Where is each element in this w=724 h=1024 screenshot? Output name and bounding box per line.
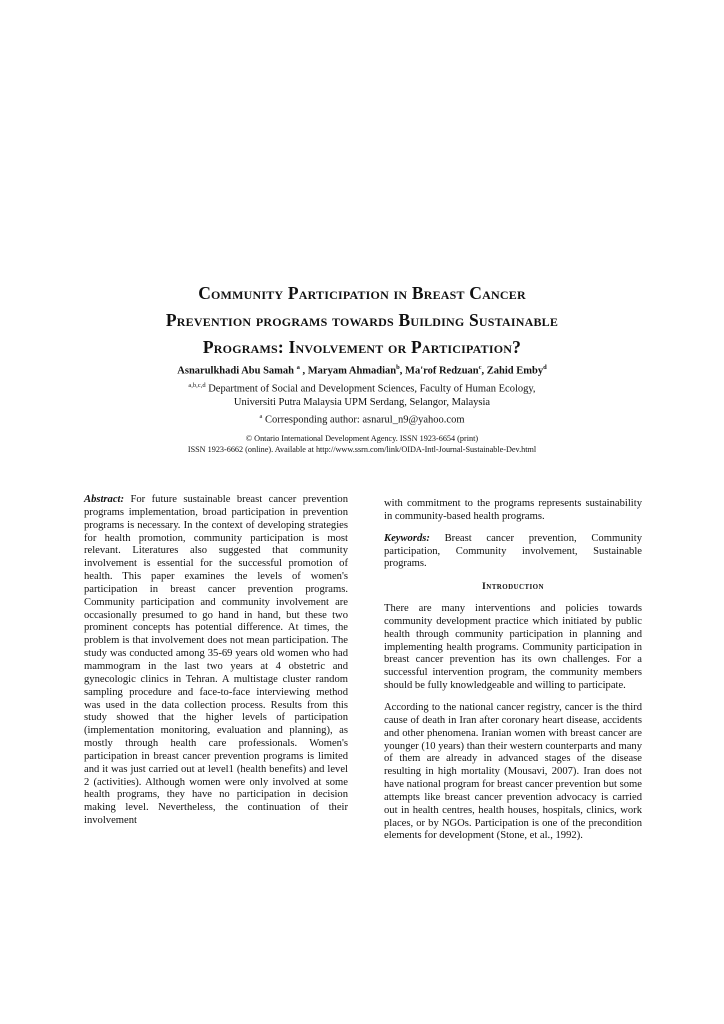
intro-paragraph-1: There are many interventions and policies towards community development practice which initiated by public health through community participation in planning and implementing health programs. Community participation in breast cancer prevention has its own challenges. For a successful intervention program, the community members should be fully knowledgeable and willing to participate.	[384, 603, 642, 692]
title-line-3: Programs: Involvement or Participation?	[202, 337, 522, 357]
author-sup: c	[478, 364, 482, 371]
copyright-notice	[60, 433, 664, 455]
author-sup: a	[296, 364, 300, 371]
copyright-line-2: ISSN 1923-6662 (online). Available at http://www.ssrn.com/link/OIDA-Intl-Journal-Sustainable-Dev.html	[187, 445, 537, 454]
keywords-label: Keywords:	[384, 532, 430, 544]
keywords-paragraph	[384, 533, 642, 572]
author-name: Ma'rof Redzuan	[405, 365, 479, 377]
affiliation-text-1: Department of Social and Development Sciences, Faculty of Human Ecology,	[208, 383, 536, 395]
author-list: Asnarulkhadi Abu Samah $^a$ , Maryam Ahmadian$^b$, Ma'rof Redzuan$^c$, Zahid Emby$^d$	[177, 364, 547, 377]
abstract-text: For future sustainable breast cancer prevention programs implementation, broad participation in prevention programs is necessary. In the context of developing strategies for health promotion, community participation is most relevant. Literatures also suggested that community involvement is essential for the successful promotion of health. This paper examines the levels of women's participation in breast cancer prevention programs. Community participation and community involvement are occasionally presumed to go hand in hand, but these two prominent concepts has potential difference. At times, the problem is that involvement does not mean participation. The study was conducted among 35-69 years old women who had mammogram in the last two years at 4 obstetric and gynecologic clinics in Tehran. A multistage cluster random sampling procedure and face-to-face interviewing method was used in the data collection process. Results from this study showed that the higher levels of participation (implementation monitoring, evaluation and planning), as mostly through health care professionals. Women's participation in breast cancer prevention programs is limited and it was just carried out at level1 (health benefits) and level 2 (activities). Although women were only involved at some health programs, they have no participation in decision making level. Nevertheless, the continuation of their involvement	[84, 494, 348, 827]
affiliation	[60, 379, 664, 427]
section-heading-introduction: Introduction	[482, 581, 544, 593]
copyright-line-1: © Ontario International Development Agency. ISSN 1923-6654 (print)	[245, 434, 479, 443]
author-sup: b	[396, 364, 400, 371]
abstract-label: Abstract:	[84, 494, 125, 505]
intro-paragraph-2: According to the national cancer registry, cancer is the third cause of death in Iran after coronary heart disease, accidents and other phenomena. Iranian women with breast cancer are younger (10 years) than their western counterparts and many of them are already in advanced stages of the disease resulting in high mortality (Mousavi, 2007). Iran does not have national program for breast cancer prevention but some attempts like breast cancer prevention advocacy is carried out in health centres, health houses, hospitals, clinics, work places, or by NGOs. Participation is one of the precondition elements for development (Stone, et al., 1992).	[384, 701, 642, 842]
title-line-1: Community Participation in Breast Cancer	[198, 283, 526, 303]
left-column	[84, 494, 348, 837]
affiliation-sup: a,b,c,d	[188, 382, 206, 389]
abstract-continuation: with commitment to the programs represents sustainability in community-based health programs.	[384, 498, 642, 522]
author-sup: d	[543, 364, 547, 371]
affiliation-line-2: Universiti Putra Malaysia UPM Serdang, Selangor, Malaysia	[233, 397, 491, 408]
corresponding-sup: a	[259, 412, 263, 420]
abstract-paragraph	[84, 494, 348, 828]
paper-title	[60, 280, 664, 361]
author-name: Maryam Ahmadian	[307, 365, 397, 377]
author-name: Asnarulkhadi Abu Samah	[177, 365, 295, 377]
affiliation-line-1	[60, 379, 664, 396]
author-name: Zahid Emby	[486, 365, 544, 377]
keywords-text: Breast cancer prevention, Community participation, Community involvement, Sustainable programs.	[384, 532, 642, 570]
corresponding-author	[60, 410, 664, 427]
corresponding-text: Corresponding author: asnarul_n9@yahoo.com	[265, 414, 465, 425]
right-column	[384, 498, 642, 852]
title-line-2: Prevention programs towards Building Sustainable	[165, 310, 559, 330]
